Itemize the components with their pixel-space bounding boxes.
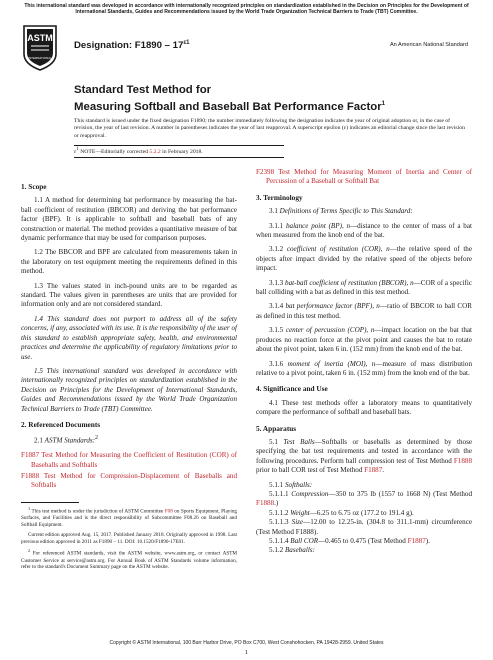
page-number: 1 [244, 649, 249, 656]
definition-3-1-5: 3.1.5 center of percussion (COP), n—impact location on the bat that produces no reaction force at the pivot point and causes the bat to rotate about the pivot point, taken 6 in. (152 mm) from the knob end of the bat. [256, 326, 472, 354]
section-scope-heading: 1. Scope [21, 182, 47, 191]
left-column [21, 176, 237, 493]
link-f1888-compression[interactable]: F1888 [256, 499, 275, 508]
document-title: Standard Test Method for Measuring Softball and Baseball Bat Performance Factor$^1$ [74, 84, 385, 113]
link-f1887-apparatus[interactable]: F1887 [364, 466, 383, 475]
section-terminology-heading: 3. Terminology [256, 192, 303, 202]
para-1-4: 1.4 This standard does not purport to address all of the safety concerns, if any, associated with its use. It is the responsibility of the user of this standard to establish appropriate safety, health, and environmental practices and determine the applicability of regulatory limitations prior to use. [21, 314, 237, 361]
definition-3-1-4: 3.1.4 bat performance factor (BPF), n—ratio of BBCOR to ball COR as defined in this test method. [256, 302, 472, 320]
link-f08[interactable]: F08 [164, 508, 173, 515]
link-f1888[interactable]: F1888 [21, 471, 40, 480]
link-f1887[interactable]: F1887 [21, 451, 40, 460]
divider-bottom [74, 157, 284, 158]
para-5-1-2: 5.1.2 Baseballs: [269, 546, 315, 555]
copyright-line: Copyright © ASTM International, 100 Barr Harbor Drive, PO Box C700, West Conshohocken, PA 19428-2959. United States [109, 640, 384, 646]
para-2-1: 2.1 ASTM Standards:$^2$ [34, 435, 98, 445]
section-significance-heading: 4. Significance and Use [256, 384, 328, 394]
para-5-1-1-2: 5.1.1.2 Weight—6.25 to 6.75 oz (177.2 to 191.4 g). [269, 508, 414, 517]
para-5-1: 5.1 Test Balls—Softballs or baseballs as determined by those specifying the bat test requirements and tested in accordance with the following procedures. Perform ball compression test of Test Method F1888 prior to ball COR test of Test Method F1887. [256, 437, 473, 475]
american-national-standard-label: An American National Standard [389, 42, 468, 48]
link-5-2-2[interactable]: 5.2.2 [149, 148, 161, 155]
para-5-1-1-4: 5.1.1.4 Ball COR—0.465 to 0.475 (Test Method F1887). [269, 537, 430, 545]
reference-item-f1888: F1888 Test Method for Compression-Displacement of Baseballs and Softballs [21, 471, 237, 490]
para-1-3: 1.3 The values stated in inch-pound units are to be regarded as standard. The values given in parentheses are units that are provided for information only and are not considered standard. [21, 281, 237, 309]
footnote-1-edition: Current edition approved Aug. 15, 2017. Published January 2018. Originally approved in 1998. Last previous edition approved in 2011 as F1890 – 11. DOI: 10.1520/F1890-17E01. [21, 531, 237, 545]
para-5-1-1-1: 5.1.1.1 Compression—350 to 375 lb (1557 to 1668 N) (Test Method F1888.) [256, 489, 473, 508]
footnote-divider [21, 502, 79, 503]
para-1-5: 1.5 This international standard was developed in accordance with internationally recognized principles on standardization established in the Decision on Principles for the Development of International Standards, Guides and Recommendations issued by the World Trade Organization Technical Barriers to Trade (TBT) Committee. [21, 366, 237, 413]
para-1-2: 1.2 The BBCOR and BPF are calculated from measurements taken in the laboratory on test equipment meeting the requirements defined in this method. [21, 248, 237, 276]
reference-item-f2398: F2398 Test Method for Measuring Moment of Inertia and Center of Percussion of a Baseball or Softball Bat [256, 168, 472, 186]
link-f1888-apparatus[interactable]: F1888 [453, 456, 472, 465]
svg-text:INTERNATIONAL: INTERNATIONAL [28, 56, 52, 60]
issuance-statement: This standard is issued under the fixed designation F1890; the number immediately following the designation indicates the year of original adoption or, in the case of revision, the year of last revision. A number in parentheses indicates the year of last reapproval. A superscript epsilon (ε) indicates an editorial change since the last revision or reapproval. [74, 118, 465, 139]
definition-3-1-6: 3.1.6 moment of inertia (MOI), n—measure of mass distribution relative to a pivot point, taken 6 in. (152 mm) from the knob end of the bat. [256, 359, 472, 377]
definition-3-1-3: 3.1.3 bat-ball coefficient of restitution (BBCOR), n—COR of a specific ball colliding with a bat as defined in this test method. [256, 278, 472, 297]
footnote-2: $^2$ For referenced ASTM standards, visit the ASTM website, www.astm.org, or contact ASTM Customer Service at service@astm.org. For Annual Book of ASTM Standards volume information, refer to the standard's Document Summary page on the ASTM website. [21, 548, 238, 571]
definition-3-1-2: 3.1.2 coefficient of restitution (COR), n—the relative speed of the objects after impact divided by the relative speed of the objects before impact. [256, 245, 472, 273]
right-column [256, 168, 472, 556]
para-4-1: 4.1 These test methods offer a laboratory means to quantitatively compare the performance of softball and baseball bats. [256, 398, 472, 417]
para-1-1: 1.1 A method for determining bat performance by measuring the bat-ball coefficient of restitution (BBCOR) and deriving the bat performance factor (BPF). It is applicable to softball and baseball bats of any construction or material. The method provides a quantitative measure of bat dynamic performance that may be used for comparison purposes. [21, 196, 237, 243]
section-references-heading: 2. Referenced Documents [21, 419, 101, 429]
para-3-1: 3.1 Definitions of Terms Specific to This Standard: [269, 207, 413, 216]
astm-logo [21, 24, 59, 72]
editorial-note: $\varepsilon^1$ NOTE—Editorially corrected 5.2.2 in February 2018. [74, 147, 203, 155]
definition-3-1-1: 3.1.1 balance point (BP), n—distance to the center of mass of a bat when measured from the knob end of the bat. [256, 221, 472, 240]
svg-text:ASTM: ASTM [27, 33, 53, 43]
designation: Designation: $F1890 - 17^{\varepsilon 1}$ [74, 40, 190, 52]
wto-notice: This international standard was developed in accordance with internationally recognized principles on standardization established in the Decision on Principles for the Development of International Standards, Guides and Recommendations issued by the World Trade Organization Technical Barriers to Trade (TBT) Committee. [24, 3, 469, 16]
link-f1887-cor[interactable]: F1887 [407, 537, 426, 545]
footnote-1: $^1$ This test method is under the jurisdiction of ASTM Committee F08 on Sports Equipment, Playing Surfaces, and Facilities and is the direct responsibility of Subcommittee F08.26 on Baseball and Softball Equipment. [21, 506, 238, 529]
section-apparatus-heading: 5. Apparatus [256, 423, 297, 433]
reference-item-f1887: F1887 Test Method for Measuring the Coefficient of Restitution (COR) of Baseballs and Softballs [21, 451, 237, 469]
link-f2398[interactable]: F2398 [256, 168, 275, 176]
para-5-1-1-3: 5.1.1.3 Size—12.00 to 12.25-in. (304.8 to 311.1-mm) circumference (Test Method F1888). [256, 518, 473, 536]
divider-top [74, 145, 284, 146]
footnotes [21, 506, 237, 574]
para-5-1-1: 5.1.1 Softballs: [269, 480, 313, 489]
